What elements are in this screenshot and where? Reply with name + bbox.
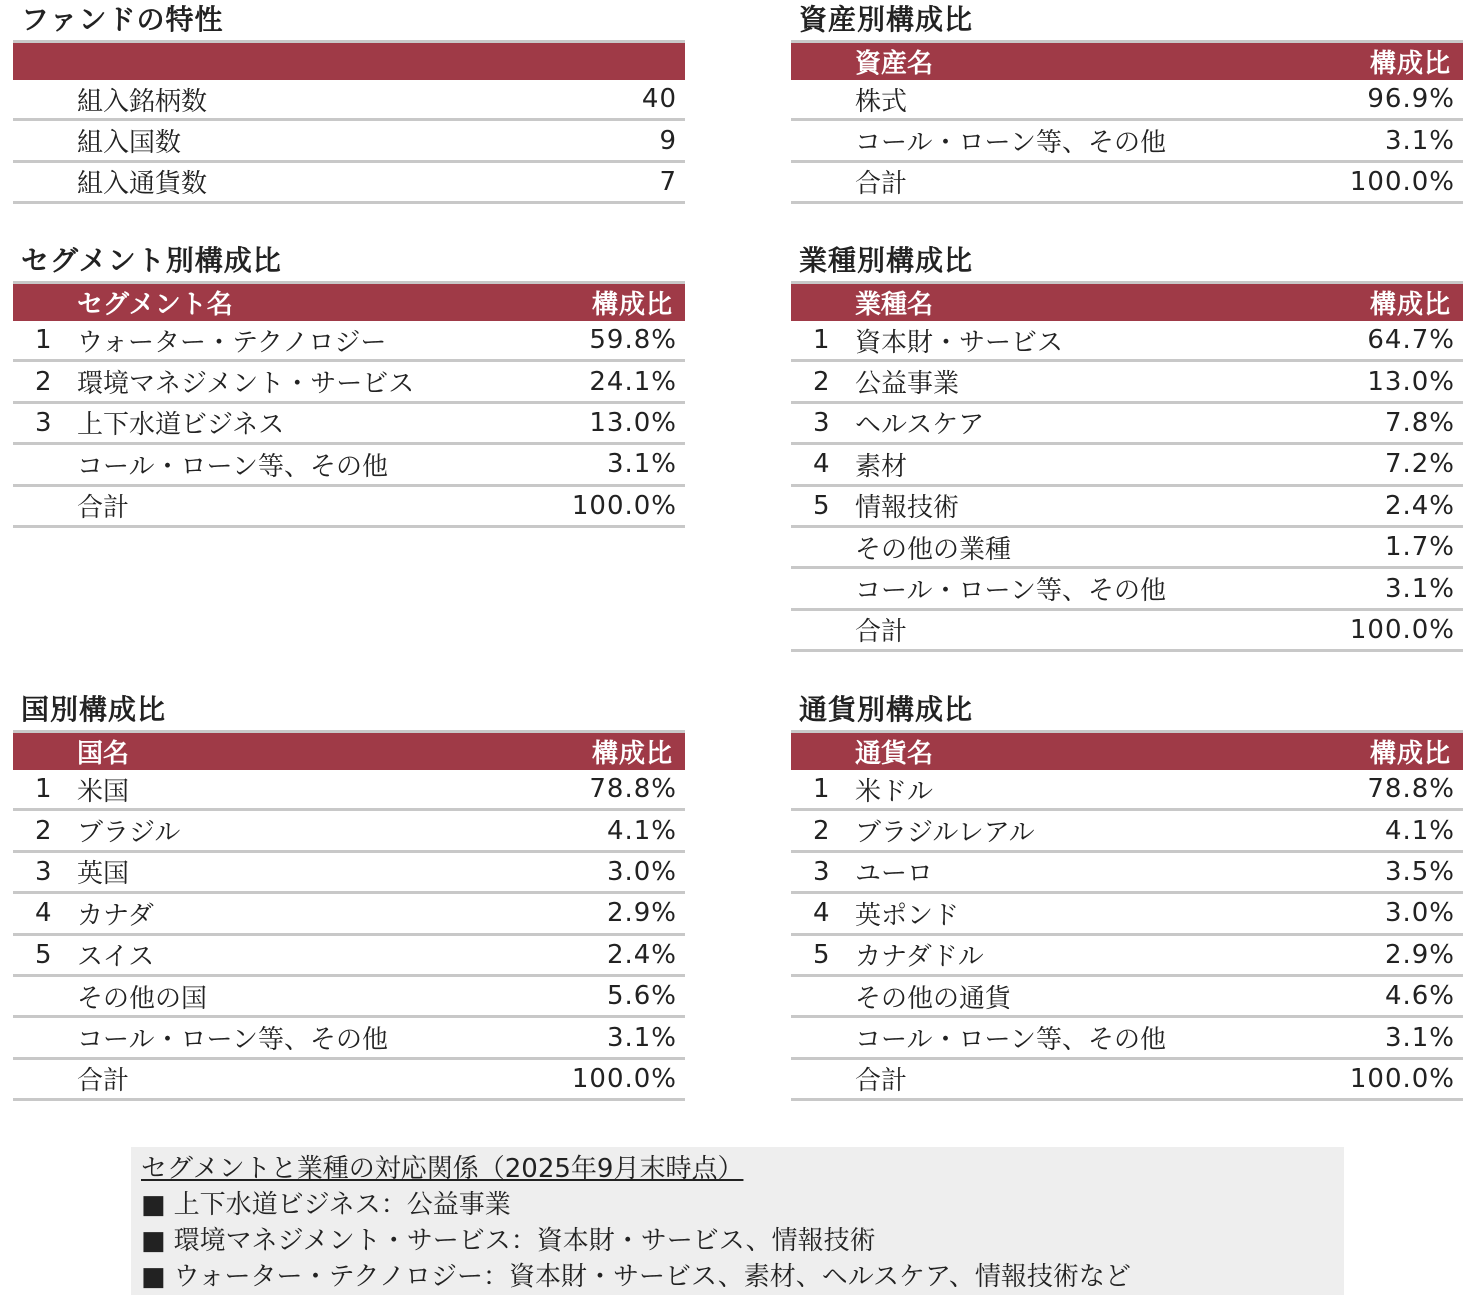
segment-allocation-section — [13, 243, 685, 528]
label-cell: 上下水道ビジネス — [77, 410, 285, 441]
value-cell: 7.2% — [1384, 449, 1455, 480]
table-row — [791, 362, 1463, 403]
name-column-header: 業種名 — [855, 290, 934, 320]
label-cell: その他の通貨 — [855, 983, 1012, 1014]
table-row — [13, 121, 685, 162]
ratio-column-header: 構成比 — [1369, 290, 1451, 320]
rank-cell: 1 — [813, 325, 830, 356]
rank-cell: 4 — [813, 898, 830, 929]
note-line — [141, 1259, 1344, 1295]
square-bullet-icon: ■ — [141, 1262, 166, 1292]
table-row — [13, 853, 685, 894]
fund-characteristics-section — [13, 2, 685, 204]
label-cell: その他の業種 — [855, 534, 1012, 565]
value-cell: 64.7% — [1367, 325, 1455, 356]
value-cell: 3.1% — [1384, 125, 1455, 156]
table-header — [791, 281, 1463, 321]
value-cell: 2.4% — [606, 939, 677, 970]
label-cell: ブラジル — [77, 818, 181, 849]
note-line-text: 上下水道ビジネス：公益事業 — [173, 1190, 511, 1220]
label-cell: 合計 — [855, 617, 908, 648]
value-cell: 7.8% — [1384, 407, 1455, 438]
label-cell: 米国 — [77, 776, 130, 807]
label-cell: 株式 — [855, 86, 908, 117]
table-row — [791, 811, 1463, 852]
asset-allocation-section — [791, 2, 1463, 204]
section-title: 資産別構成比 — [799, 3, 974, 36]
table-header — [13, 40, 685, 80]
label-cell: コール・ローン等、その他 — [855, 1025, 1166, 1056]
table-row — [13, 487, 685, 528]
value-cell: 3.0% — [606, 856, 677, 887]
value-cell: 4.1% — [606, 815, 677, 846]
value-cell: 4.6% — [1384, 981, 1455, 1012]
value-cell: 7 — [659, 166, 677, 197]
label-cell: 合計 — [77, 1066, 130, 1097]
value-cell: 2.4% — [1384, 490, 1455, 521]
table-row — [791, 894, 1463, 935]
table-row — [13, 894, 685, 935]
rank-cell: 4 — [35, 898, 52, 929]
table-row — [791, 404, 1463, 445]
ratio-column-header: 構成比 — [591, 739, 673, 769]
rank-cell: 3 — [35, 856, 52, 887]
rank-cell: 2 — [813, 366, 830, 397]
value-cell: 5.6% — [606, 981, 677, 1012]
value-cell: 78.8% — [589, 774, 677, 805]
table-row — [791, 163, 1463, 204]
table-row — [13, 321, 685, 362]
name-column-header: セグメント名 — [77, 290, 233, 320]
value-cell: 100.0% — [1349, 166, 1455, 197]
label-cell: 米ドル — [855, 776, 934, 807]
name-column-header: 資産名 — [855, 49, 934, 79]
table-row — [13, 977, 685, 1018]
segment-industry-mapping-note — [131, 1147, 1344, 1295]
value-cell: 100.0% — [571, 490, 677, 521]
note-line — [141, 1223, 1344, 1259]
rank-cell: 2 — [813, 815, 830, 846]
rank-cell: 5 — [35, 939, 52, 970]
industry-allocation-section — [791, 243, 1463, 652]
table-header — [13, 281, 685, 321]
table-row — [791, 1060, 1463, 1101]
table-row — [791, 528, 1463, 569]
rank-cell: 3 — [35, 407, 52, 438]
value-cell: 3.0% — [1384, 898, 1455, 929]
label-cell: その他の国 — [77, 983, 208, 1014]
value-cell: 78.8% — [1367, 774, 1455, 805]
label-cell: 組入銘柄数 — [77, 86, 208, 117]
country-allocation-section — [13, 692, 685, 1101]
table-row — [791, 977, 1463, 1018]
label-cell: ウォーター・テクノロジー — [77, 327, 387, 358]
value-cell: 2.9% — [606, 898, 677, 929]
label-cell: スイス — [77, 942, 155, 973]
label-cell: ヘルスケア — [855, 410, 985, 441]
ratio-column-header: 構成比 — [1369, 739, 1451, 769]
section-title: 業種別構成比 — [799, 244, 974, 277]
section-title: 国別構成比 — [21, 693, 167, 726]
label-cell: カナダ — [77, 900, 154, 931]
table-header — [791, 730, 1463, 770]
value-cell: 3.1% — [606, 1022, 677, 1053]
value-cell: 3.5% — [1384, 856, 1455, 887]
section-title: セグメント別構成比 — [21, 244, 282, 277]
rank-cell: 1 — [35, 774, 52, 805]
table-row — [13, 1060, 685, 1101]
currency-allocation-section — [791, 692, 1463, 1101]
value-cell: 13.0% — [1367, 366, 1455, 397]
label-cell: 合計 — [77, 493, 130, 524]
table-row — [13, 80, 685, 121]
value-cell: 4.1% — [1384, 815, 1455, 846]
table-row — [791, 445, 1463, 486]
table-row — [13, 770, 685, 811]
label-cell: 素材 — [855, 451, 908, 482]
value-cell: 100.0% — [571, 1063, 677, 1094]
table-row — [13, 362, 685, 403]
note-title: セグメントと業種の対応関係（2025年9月末時点） — [141, 1154, 744, 1184]
table-row — [791, 569, 1463, 610]
label-cell: 公益事業 — [855, 369, 960, 400]
value-cell: 59.8% — [589, 325, 677, 356]
value-cell: 3.1% — [606, 449, 677, 480]
table-row — [791, 770, 1463, 811]
value-cell: 3.1% — [1384, 1022, 1455, 1053]
value-cell: 1.7% — [1384, 532, 1455, 563]
square-bullet-icon: ■ — [141, 1190, 166, 1220]
rank-cell: 3 — [813, 407, 830, 438]
label-cell: 環境マネジメント・サービス — [77, 369, 415, 400]
rank-cell: 2 — [35, 815, 52, 846]
value-cell: 9 — [659, 125, 677, 156]
label-cell: ユーロ — [855, 859, 934, 890]
value-cell: 13.0% — [589, 407, 677, 438]
label-cell: ブラジルレアル — [855, 818, 1035, 849]
section-title: ファンドの特性 — [21, 3, 224, 36]
label-cell: 合計 — [855, 1066, 908, 1097]
label-cell: 情報技術 — [855, 493, 960, 524]
value-cell: 40 — [641, 84, 677, 115]
value-cell: 96.9% — [1367, 84, 1455, 115]
rank-cell: 1 — [35, 325, 52, 356]
value-cell: 2.9% — [1384, 939, 1455, 970]
label-cell: 組入国数 — [77, 128, 182, 159]
label-cell: 合計 — [855, 169, 908, 200]
table-row — [13, 1018, 685, 1059]
table-row — [791, 1018, 1463, 1059]
table-row — [13, 811, 685, 852]
note-line — [141, 1187, 1344, 1223]
table-row — [791, 321, 1463, 362]
name-column-header: 通貨名 — [855, 739, 934, 769]
rank-cell: 3 — [813, 856, 830, 887]
label-cell: 英国 — [77, 859, 130, 890]
table-header — [791, 40, 1463, 80]
rank-cell: 1 — [813, 774, 830, 805]
label-cell: コール・ローン等、その他 — [855, 576, 1166, 607]
label-cell: コール・ローン等、その他 — [77, 451, 388, 482]
rank-cell: 5 — [813, 939, 830, 970]
label-cell: コール・ローン等、その他 — [855, 128, 1166, 159]
label-cell: 資本財・サービス — [855, 327, 1064, 358]
value-cell: 100.0% — [1349, 1063, 1455, 1094]
table-header — [13, 730, 685, 770]
ratio-column-header: 構成比 — [1369, 49, 1451, 79]
table-row — [13, 936, 685, 977]
rank-cell: 4 — [813, 449, 830, 480]
table-row — [791, 121, 1463, 162]
label-cell: カナダドル — [855, 942, 984, 973]
table-row — [13, 445, 685, 486]
square-bullet-icon: ■ — [141, 1226, 166, 1256]
ratio-column-header: 構成比 — [591, 290, 673, 320]
section-title: 通貨別構成比 — [799, 693, 974, 726]
value-cell: 100.0% — [1349, 614, 1455, 645]
table-row — [791, 80, 1463, 121]
rank-cell: 5 — [813, 490, 830, 521]
table-row — [791, 611, 1463, 652]
value-cell: 3.1% — [1384, 573, 1455, 604]
table-row — [791, 853, 1463, 894]
label-cell: コール・ローン等、その他 — [77, 1025, 388, 1056]
label-cell: 組入通貨数 — [77, 169, 208, 200]
table-row — [13, 163, 685, 204]
table-row — [791, 936, 1463, 977]
note-line-text: 環境マネジメント・サービス：資本財・サービス、情報技術 — [173, 1226, 876, 1256]
note-line-text: ウォーター・テクノロジー：資本財・サービス、素材、ヘルスケア、情報技術など — [173, 1262, 1131, 1292]
rank-cell: 2 — [35, 366, 52, 397]
label-cell: 英ポンド — [855, 900, 960, 931]
table-row — [791, 487, 1463, 528]
name-column-header: 国名 — [77, 739, 130, 769]
value-cell: 24.1% — [589, 366, 677, 397]
table-row — [13, 404, 685, 445]
